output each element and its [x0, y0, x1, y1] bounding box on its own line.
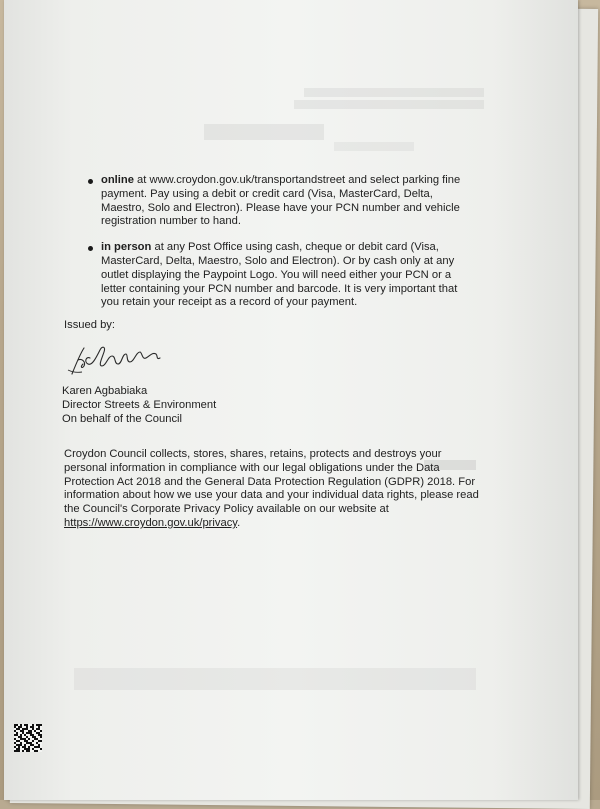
issued-by-label: Issued by:: [64, 319, 115, 331]
barcode-icon: [14, 724, 42, 752]
show-through-bar: [304, 88, 484, 97]
handwritten-signature: [62, 336, 172, 378]
show-through-bar: [74, 668, 476, 690]
payment-option-lead: online: [101, 174, 134, 186]
bullet-dot: [88, 179, 93, 184]
payment-option-text: at any Post Office using cash, cheque or debit card (Visa, MasterCard, Delta, Maestro, Solo and Electron). Or by cash only at any outlet displaying the Paypoint Logo. You will need either your PCN or a letter containing your PCN number and barcode. It is very important that you retain your receipt as a record of your payment.: [101, 241, 458, 309]
privacy-policy-link[interactable]: https://www.croydon.gov.uk/privacy: [64, 516, 238, 529]
signatory-on-behalf: On behalf of the Council: [62, 412, 183, 425]
show-through-bar: [334, 142, 414, 151]
signatory-name: Karen Agbabiaka: [62, 385, 148, 397]
show-through-bar: [204, 124, 324, 140]
bullet-dot: [88, 246, 93, 251]
show-through-bar: [294, 100, 484, 109]
payment-option-online: [88, 174, 468, 229]
privacy-notice-text: Croydon Council collects, stores, shares, retains, protects and destroys your personal information in compliance with our legal obligations under the Data Protection Act 2018 and the General Data Protection Regulation (GDPR) 2018. For information about how we use your data and your individual data rights, please read the Council's Corporate Privacy Policy available on our website at: [64, 448, 479, 516]
payment-option-text: at www.croydon.gov.uk/transportandstreet and select parking fine payment. Pay using a debit or credit card (Visa, MasterCard, Delta, Maestro, Solo and Electron). Please have your PCN number and vehicle registration number to hand.: [101, 174, 461, 228]
signatory-title: Director Streets & Environment: [62, 398, 217, 411]
privacy-notice-end: .: [237, 516, 241, 529]
signature-block: [62, 385, 216, 426]
payment-option-in-person: [88, 241, 468, 310]
payment-option-lead: in person: [101, 241, 152, 254]
payment-options-list: [88, 174, 468, 322]
privacy-notice: [64, 448, 482, 531]
